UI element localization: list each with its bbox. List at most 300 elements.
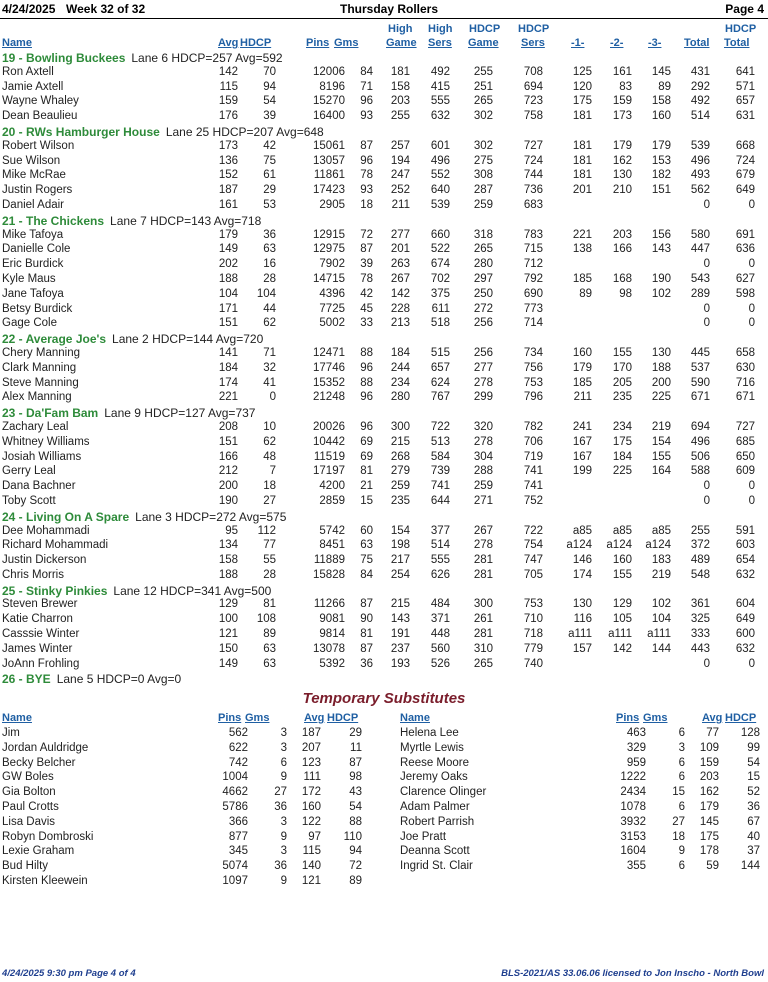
player-gms: 93 — [360, 184, 373, 197]
player-high-sers: 513 — [430, 435, 450, 448]
team-info: Lane 25 HDCP=207 Avg=648 — [165, 124, 324, 139]
player-game1: 181 — [572, 110, 592, 123]
player-hdcp-total: 571 — [735, 80, 755, 93]
player-hdcp: 81 — [263, 598, 276, 611]
substitute-avg: 115 — [302, 845, 321, 858]
substitute-pins: 463 — [626, 727, 646, 739]
player-gms: 81 — [360, 465, 373, 478]
col-hdcp: HDCP — [240, 37, 272, 49]
player-hdcp-total: 603 — [735, 539, 755, 552]
player-hdcp-total: 604 — [735, 598, 755, 611]
player-hdcp: 0 — [269, 391, 276, 404]
player-high-game: 247 — [390, 169, 410, 182]
player-hdcp-sers: 740 — [523, 657, 543, 670]
player-hdcp-sers: 744 — [523, 169, 543, 182]
substitute-hdcp: 15 — [747, 771, 760, 784]
player-avg: 200 — [218, 480, 238, 493]
substitute-gms: 9 — [280, 830, 287, 843]
team-header — [0, 672, 768, 687]
player-total: 333 — [690, 628, 710, 641]
player-high-sers: 552 — [430, 169, 450, 182]
player-row — [0, 421, 768, 436]
player-hdcp-total: 691 — [735, 228, 755, 241]
player-high-game: 213 — [390, 317, 410, 330]
substitute-avg: 159 — [699, 756, 719, 769]
substitute-pins: 1004 — [222, 771, 248, 784]
player-gms: 60 — [360, 524, 373, 537]
player-game1: 174 — [572, 568, 592, 581]
player-game3: 153 — [651, 154, 671, 167]
team-name: 26 - BYE Lane 5 HDCP=0 Avg=0 — [2, 672, 182, 687]
player-total: 0 — [703, 302, 710, 315]
player-name: Daniel Adair — [2, 198, 65, 211]
player-high-sers: 515 — [430, 346, 450, 359]
substitute-hdcp: 37 — [747, 845, 760, 858]
player-total: 361 — [690, 598, 710, 611]
player-hdcp-game: 267 — [473, 524, 493, 537]
player-game2: 130 — [612, 169, 632, 182]
player-row — [0, 169, 768, 184]
substitute-name: Deanna Scott — [400, 845, 470, 858]
player-hdcp-game: 265 — [473, 243, 493, 256]
player-hdcp-game: 300 — [473, 598, 493, 611]
report-date: 4/24/2025 — [2, 2, 56, 16]
player-avg: 212 — [218, 465, 238, 478]
team-header — [0, 584, 768, 599]
player-row — [0, 480, 768, 495]
player-game3: 200 — [651, 376, 671, 389]
player-total: 489 — [690, 554, 710, 567]
player-avg: 176 — [218, 110, 238, 123]
player-hdcp-sers: 736 — [523, 184, 543, 197]
substitute-hdcp: 29 — [349, 727, 362, 739]
player-hdcp: 55 — [263, 554, 276, 567]
substitute-row — [0, 831, 380, 846]
player-high-sers: 722 — [430, 420, 450, 433]
player-game1: 199 — [572, 465, 592, 478]
col-avg: Avg — [218, 37, 239, 49]
player-hdcp: 63 — [263, 243, 276, 256]
player-game3: a124 — [645, 539, 671, 552]
subs-left-headers — [0, 712, 380, 726]
player-name: Clark Manning — [2, 361, 77, 374]
substitute-hdcp: 54 — [349, 800, 362, 813]
player-pins: 9081 — [319, 613, 345, 626]
player-hdcp: 54 — [263, 95, 276, 108]
substitute-row — [0, 816, 380, 831]
player-high-sers: 377 — [430, 524, 450, 537]
substitute-avg: 121 — [301, 874, 321, 887]
player-row — [0, 347, 768, 362]
player-game2: 159 — [612, 95, 632, 108]
player-high-game: 268 — [390, 450, 410, 463]
col-game2: -2- — [610, 37, 624, 49]
player-game2: 234 — [612, 420, 632, 433]
substitute-pins: 1222 — [620, 771, 646, 784]
substitute-gms: 9 — [280, 771, 287, 784]
substitute-avg: 145 — [699, 815, 719, 828]
substitute-gms: 9 — [280, 874, 287, 887]
player-total: 514 — [690, 110, 710, 123]
player-hdcp: 62 — [263, 435, 276, 448]
player-total: 543 — [690, 272, 710, 285]
player-high-game: 203 — [390, 95, 410, 108]
player-gms: 63 — [360, 539, 373, 552]
player-hdcp: 18 — [263, 480, 276, 493]
substitute-row — [0, 845, 380, 860]
player-high-sers: 484 — [430, 598, 450, 611]
player-hdcp-sers: 752 — [523, 494, 543, 507]
player-high-game: 181 — [390, 65, 410, 78]
col-hdcp-sers: Sers — [521, 37, 545, 49]
player-name: Sue Wilson — [2, 154, 61, 167]
player-row — [0, 66, 768, 81]
player-row — [0, 539, 768, 554]
player-high-sers: 514 — [430, 539, 450, 552]
player-game3: 144 — [651, 642, 671, 655]
player-game1: 185 — [572, 272, 592, 285]
player-hdcp-total: 0 — [748, 258, 755, 271]
team-info: Lane 3 HDCP=272 Avg=575 — [135, 509, 287, 524]
player-game3: a111 — [647, 628, 671, 641]
player-game2: 184 — [612, 450, 632, 463]
player-hdcp-total: 609 — [735, 465, 755, 478]
player-game3: 89 — [658, 80, 671, 93]
substitute-name: Lisa Davis — [2, 815, 56, 828]
player-hdcp-total: 591 — [735, 524, 755, 537]
player-hdcp-game: 297 — [473, 272, 493, 285]
substitute-gms: 6 — [280, 756, 287, 769]
player-total: 671 — [690, 391, 710, 404]
substitute-name: Jordan Auldridge — [2, 741, 89, 754]
substitute-pins: 345 — [228, 845, 248, 858]
player-game3: 156 — [651, 228, 671, 241]
footer-license: BLS-2021/AS 33.06.06 licensed to Jon Inscho - North Bowl — [501, 968, 764, 979]
player-row — [0, 495, 768, 510]
player-hdcp-sers: 712 — [523, 258, 543, 271]
player-gms: 88 — [360, 346, 373, 359]
player-hdcp: 36 — [263, 228, 276, 241]
player-hdcp: 53 — [263, 198, 276, 211]
substitute-avg: 111 — [303, 771, 321, 784]
player-high-sers: 601 — [430, 139, 450, 152]
substitute-name: Jeremy Oaks — [400, 771, 468, 784]
substitute-hdcp: 43 — [349, 786, 362, 799]
player-hdcp-game: 318 — [473, 228, 493, 241]
player-hdcp-total: 598 — [735, 287, 755, 300]
player-game2: 129 — [612, 598, 632, 611]
player-name: Chris Morris — [2, 568, 64, 581]
player-game1: 167 — [572, 450, 592, 463]
player-hdcp: 41 — [263, 376, 276, 389]
player-row — [0, 303, 768, 318]
player-high-game: 267 — [390, 272, 410, 285]
player-hdcp: 44 — [263, 302, 276, 315]
player-game3: 219 — [651, 420, 671, 433]
player-row — [0, 391, 768, 406]
player-game1: 181 — [572, 154, 592, 167]
subs-col-avg: Avg — [304, 712, 325, 724]
substitute-row — [0, 875, 380, 890]
player-gms: 39 — [360, 258, 373, 271]
player-game3: 151 — [651, 184, 671, 197]
substitute-name: GW Boles — [2, 771, 54, 784]
player-row — [0, 362, 768, 377]
player-hdcp-game: 278 — [473, 376, 493, 389]
player-hdcp-sers: 753 — [523, 376, 543, 389]
substitute-hdcp: 87 — [349, 756, 362, 769]
team-info: Lane 2 HDCP=144 Avg=720 — [112, 332, 264, 347]
substitute-hdcp: 52 — [747, 786, 760, 799]
team-info: Lane 5 HDCP=0 Avg=0 — [56, 672, 182, 687]
substitute-hdcp: 110 — [343, 830, 362, 843]
player-high-game: 279 — [390, 465, 410, 478]
player-high-game: 280 — [390, 391, 410, 404]
player-row — [0, 436, 768, 451]
player-name: Katie Charron — [2, 613, 73, 626]
player-high-game: 252 — [390, 184, 410, 197]
player-game3: 102 — [651, 287, 671, 300]
player-pins: 15352 — [313, 376, 345, 389]
substitute-name: Gia Bolton — [2, 786, 56, 799]
player-gms: 78 — [360, 169, 373, 182]
player-high-sers: 584 — [430, 450, 450, 463]
player-hdcp-total: 658 — [735, 346, 755, 359]
player-game1: a124 — [566, 539, 592, 552]
player-avg: 100 — [218, 613, 238, 626]
player-pins: 15828 — [313, 568, 345, 581]
player-hdcp-sers: 706 — [523, 435, 543, 448]
player-game1: 116 — [573, 613, 592, 626]
player-total: 537 — [690, 361, 710, 374]
player-game1: 181 — [572, 139, 592, 152]
player-hdcp-total: 0 — [748, 317, 755, 330]
substitute-gms: 27 — [274, 786, 287, 799]
substitute-row — [0, 771, 380, 786]
player-pins: 7902 — [319, 258, 345, 271]
player-hdcp-game: 255 — [473, 65, 493, 78]
player-total: 548 — [690, 568, 710, 581]
substitute-avg: 179 — [699, 800, 719, 813]
player-row — [0, 229, 768, 244]
player-game3: 145 — [651, 65, 671, 78]
player-game1: 179 — [572, 361, 592, 374]
player-hdcp-total: 657 — [735, 95, 755, 108]
player-high-game: 154 — [390, 524, 410, 537]
player-hdcp-game: 272 — [473, 302, 493, 315]
col-high-game: Game — [386, 37, 417, 49]
substitute-name: Jim — [2, 727, 20, 739]
player-name: Casssie Winter — [2, 628, 80, 641]
player-gms: 15 — [360, 494, 373, 507]
player-name: Jane Tafoya — [2, 287, 64, 300]
substitute-row — [398, 757, 768, 772]
substitute-hdcp: 89 — [349, 874, 362, 887]
subs-col-avg: Avg — [702, 712, 723, 724]
player-hdcp-game: 261 — [473, 613, 493, 626]
player-hdcp: 108 — [256, 613, 276, 626]
substitute-row — [398, 771, 768, 786]
player-hdcp-sers: 758 — [523, 110, 543, 123]
player-high-sers: 415 — [430, 80, 450, 93]
player-hdcp-game: 256 — [473, 346, 493, 359]
player-high-game: 215 — [390, 435, 410, 448]
player-name: Steve Manning — [2, 376, 79, 389]
player-pins: 2905 — [319, 198, 345, 211]
player-game3: 158 — [651, 95, 671, 108]
player-pins: 20026 — [313, 420, 345, 433]
subs-right-list — [398, 727, 768, 875]
player-name: Steven Brewer — [2, 598, 78, 611]
player-game1: a85 — [572, 524, 592, 537]
substitute-row — [398, 727, 768, 742]
player-game2: 155 — [612, 568, 632, 581]
substitute-avg: 172 — [301, 786, 321, 799]
player-pins: 2859 — [319, 494, 345, 507]
player-game2: 225 — [612, 465, 632, 478]
col-hdcp-total-top: HDCP — [725, 23, 757, 35]
player-game3: 130 — [651, 346, 671, 359]
player-game2: 210 — [612, 184, 632, 197]
player-game1: 201 — [572, 184, 592, 197]
player-high-sers: 660 — [430, 228, 450, 241]
substitute-hdcp: 99 — [747, 741, 760, 754]
player-avg: 161 — [218, 198, 238, 211]
player-high-sers: 526 — [430, 657, 450, 670]
team-info: Lane 6 HDCP=257 Avg=592 — [131, 51, 283, 65]
player-hdcp: 10 — [263, 420, 276, 433]
player-high-sers: 739 — [430, 465, 450, 478]
player-game1: 146 — [572, 554, 592, 567]
player-avg: 171 — [218, 302, 238, 315]
player-game2: a124 — [606, 539, 632, 552]
player-hdcp-total: 641 — [735, 65, 755, 78]
player-pins: 16400 — [313, 110, 345, 123]
substitute-avg: 77 — [706, 727, 719, 739]
player-total: 493 — [690, 169, 710, 182]
player-hdcp-total: 627 — [735, 272, 755, 285]
player-game2: 168 — [612, 272, 632, 285]
substitute-pins: 5786 — [222, 800, 248, 813]
player-row — [0, 184, 768, 199]
player-high-sers: 741 — [430, 480, 450, 493]
team-header — [0, 51, 768, 66]
player-hdcp: 62 — [263, 317, 276, 330]
player-gms: 90 — [360, 613, 373, 626]
substitute-row — [398, 860, 768, 875]
substitute-pins: 877 — [228, 830, 248, 843]
player-row — [0, 643, 768, 658]
player-hdcp-sers: 710 — [523, 613, 543, 626]
substitute-avg: 207 — [301, 741, 321, 754]
player-high-sers: 702 — [430, 272, 450, 285]
player-pins: 17423 — [313, 184, 345, 197]
substitute-name: Lexie Graham — [2, 845, 75, 858]
player-name: Mike Tafoya — [2, 228, 64, 241]
col-hdcp-game: Game — [468, 37, 499, 49]
subs-right-headers — [398, 712, 768, 726]
player-pins: 15061 — [313, 139, 345, 152]
player-gms: 93 — [360, 110, 373, 123]
substitute-avg: 178 — [699, 845, 719, 858]
player-hdcp-total: 685 — [735, 435, 755, 448]
player-pins: 8451 — [319, 539, 345, 552]
player-hdcp-sers: 714 — [523, 317, 543, 330]
player-hdcp-sers: 723 — [523, 95, 543, 108]
player-pins: 11266 — [313, 598, 345, 611]
player-row — [0, 95, 768, 110]
player-name: Zachary Leal — [2, 420, 69, 433]
player-game2: 166 — [612, 243, 632, 256]
player-pins: 9814 — [319, 628, 345, 641]
substitute-pins: 329 — [626, 741, 646, 754]
player-hdcp-sers: 708 — [523, 65, 543, 78]
substitute-pins: 3932 — [620, 815, 646, 828]
col-high-sers: Sers — [428, 37, 452, 49]
player-hdcp-game: 280 — [473, 258, 493, 271]
player-total: 694 — [690, 420, 710, 433]
player-total: 431 — [690, 65, 710, 78]
substitute-row — [0, 801, 380, 816]
player-hdcp-game: 299 — [473, 391, 493, 404]
player-pins: 4396 — [319, 287, 345, 300]
player-avg: 134 — [218, 539, 238, 552]
player-name: Betsy Burdick — [2, 302, 73, 315]
player-hdcp-total: 0 — [748, 480, 755, 493]
player-name: JoAnn Frohling — [2, 657, 80, 670]
player-total: 590 — [690, 376, 710, 389]
player-hdcp: 70 — [263, 65, 276, 78]
substitute-hdcp: 128 — [740, 727, 760, 739]
substitute-avg: 203 — [699, 771, 719, 784]
player-hdcp-game: 302 — [473, 110, 493, 123]
substitute-gms: 6 — [678, 756, 685, 769]
player-high-game: 201 — [390, 243, 410, 256]
player-hdcp-game: 265 — [473, 657, 493, 670]
col-high-game-top: High — [388, 23, 413, 35]
player-gms: 87 — [360, 598, 373, 611]
player-high-game: 142 — [390, 287, 410, 300]
player-pins: 5392 — [319, 657, 345, 670]
substitute-name: Ingrid St. Clair — [400, 860, 473, 873]
substitute-pins: 355 — [626, 860, 646, 873]
player-high-game: 235 — [390, 494, 410, 507]
player-total: 0 — [703, 258, 710, 271]
player-hdcp-total: 0 — [748, 198, 755, 211]
subs-col-gms: Gms — [245, 712, 270, 724]
substitute-name: Adam Palmer — [400, 800, 470, 813]
substitute-hdcp: 88 — [349, 815, 362, 828]
player-hdcp-game: 277 — [473, 361, 493, 374]
substitute-hdcp: 11 — [350, 741, 362, 754]
player-hdcp-sers: 782 — [523, 420, 543, 433]
player-avg: 150 — [218, 642, 238, 655]
player-hdcp-game: 308 — [473, 169, 493, 182]
player-pins: 12975 — [313, 243, 345, 256]
player-name: Dee Mohammadi — [2, 524, 90, 537]
substitute-row — [398, 816, 768, 831]
player-row — [0, 110, 768, 125]
player-hdcp: 77 — [263, 539, 276, 552]
player-hdcp-total: 716 — [735, 376, 755, 389]
player-row — [0, 569, 768, 584]
player-row — [0, 613, 768, 628]
player-game2: 98 — [619, 287, 632, 300]
player-gms: 69 — [360, 450, 373, 463]
player-hdcp: 63 — [263, 657, 276, 670]
player-high-game: 244 — [390, 361, 410, 374]
player-hdcp-sers: 747 — [523, 554, 543, 567]
